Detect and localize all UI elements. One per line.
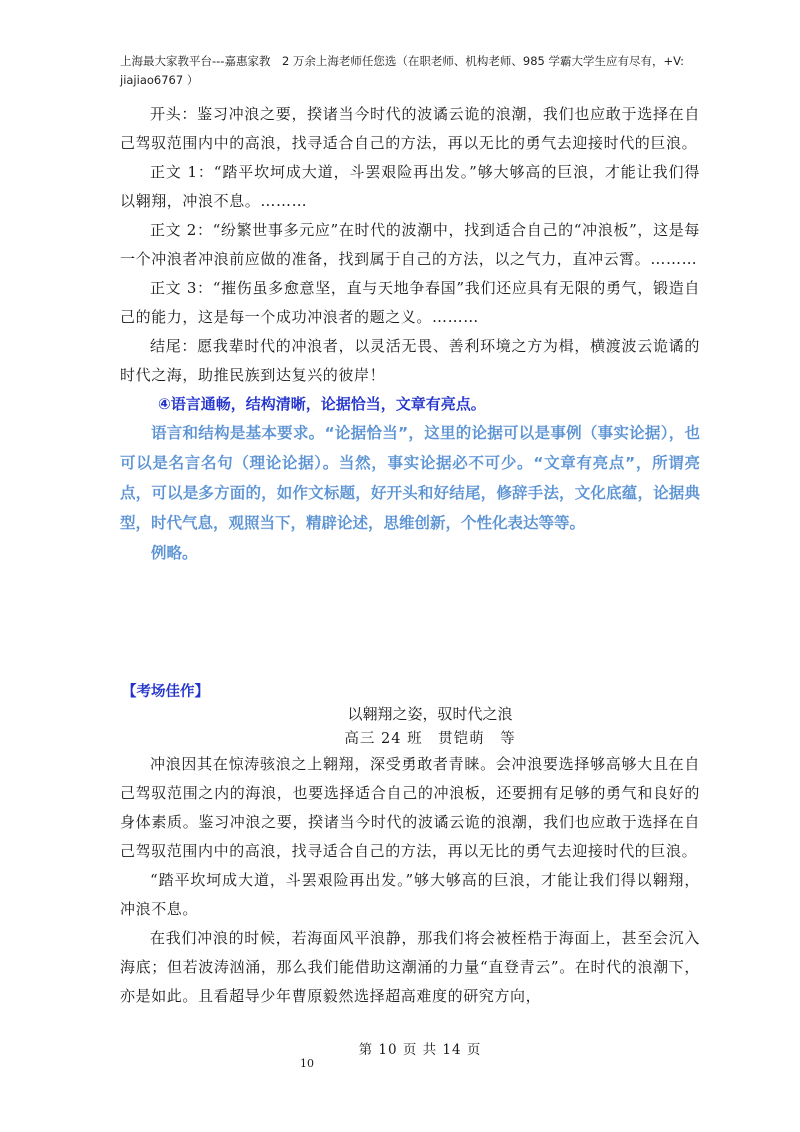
- essay-paragraph-1: 冲浪因其在惊涛骇浪之上翱翔，深受勇敢者青睐。会冲浪要选择够高够大且在自己驾驭范围之内的海浪，也要选择适合自己的冲浪板，还要拥有足够的勇气和良好的身体素质。鉴习冲浪之要，揆诸当今时代的波谲云诡的浪潮，我们也应敢于选择在自己驾驭范围内中的高浪，找寻适合自己的方法，再以无比的勇气去迎接时代的巨浪。: [120, 755, 700, 860]
- essay-title: 以翱翔之姿，驭时代之浪: [347, 705, 513, 723]
- point4-heading: ④语言通畅，结构清晰，论据恰当，文章有亮点。: [158, 395, 486, 413]
- point4-example: 例略。: [151, 544, 198, 562]
- essay-section-tag: 【考场佳作】: [122, 684, 209, 700]
- outline-ending: 结尾：愿我辈时代的冲浪者，以灵活无畏、善利环境之方为楫，横渡波云诡谲的时代之海，助推民族到达复兴的彼岸！: [120, 337, 700, 384]
- essay-body: [120, 750, 700, 1011]
- essay-paragraph-3: 在我们冲浪的时候，若海面风平浪静，那我们将会被桎梏于海面上，甚至会沉入海底；但若波涛汹涌，那么我们能借助这潮涌的力量“直登青云”。在时代的浪潮下，亦是如此。且看超导少年曹原毅然选择超高难度的研究方向，: [120, 929, 700, 1005]
- page-header: 上海最大家教平台---嘉惠家教 2 万余上海老师任您选（在职老师、机构老师、985 学霸大学生应有尽有，+V: jiajiao6767 ）: [120, 54, 684, 87]
- outline-section: [120, 100, 700, 568]
- essay-paragraph-2: “踏平坎坷成大道，斗罢艰险再出发。”够大够高的巨浪，才能让我们得以翱翔，冲浪不息。: [120, 871, 700, 918]
- page-footer-label: 第 10 页 共 14 页: [358, 1042, 482, 1058]
- outline-body-2: 正文 2：“纷繁世事多元应”在时代的波潮中，找到适合自己的“冲浪板”，这是每一个冲浪者冲浪前应做的准备，找到属于自己的方法，以之气力，直冲云霄。………: [120, 221, 700, 268]
- point4-body: 语言和结构是基本要求。“论据恰当”，这里的论据可以是事例（事实论据），也可以是名言名句（理论论据）。当然，事实论据必不可少。“文章有亮点”，所谓亮点，可以是多方面的，如作文标题，好开头和好结尾，修辞手法，文化底蕴，论据典型，时代气息，观照当下，精辟论述，思维创新，个性化表达等等。: [120, 424, 700, 532]
- page-number: 10: [300, 1057, 314, 1070]
- essay-author: 高三 24 班 贯铠萌 等: [344, 731, 516, 747]
- outline-body-3: 正文 3：“摧伤虽多愈意坚，直与天地争春国”我们还应具有无限的勇气，锻造自己的能力，这是每一个成功冲浪者的题之义。………: [120, 279, 700, 326]
- outline-opening: 开头：鉴习冲浪之要，揆诸当今时代的波谲云诡的浪潮，我们也应敢于选择在自己驾驭范围内中的高浪，找寻适合自己的方法，再以无比的勇气去迎接时代的巨浪。: [120, 105, 700, 152]
- outline-body-1: 正文 1：“踏平坎坷成大道，斗罢艰险再出发。”够大够高的巨浪，才能让我们得以翱翔，冲浪不息。………: [120, 163, 700, 210]
